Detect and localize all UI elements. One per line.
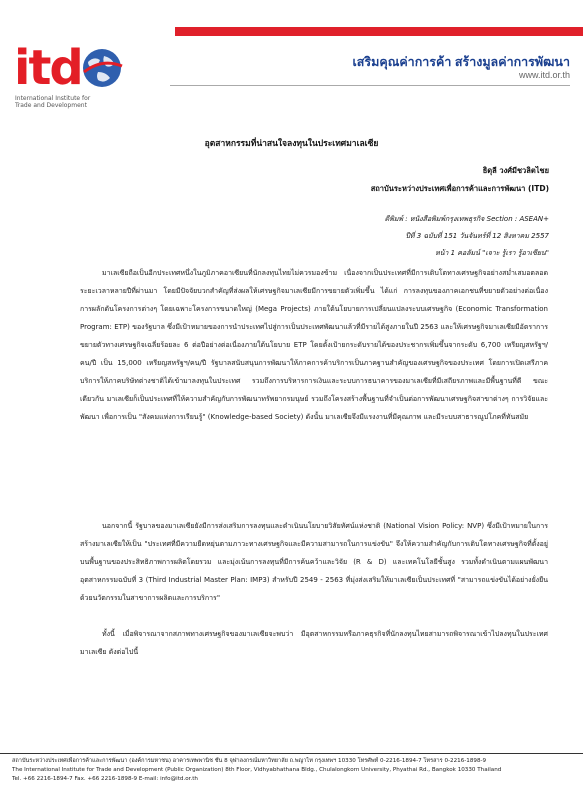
logo-wordmark: itd <box>14 40 82 96</box>
itd-logo <box>14 40 139 120</box>
logo-subtitle <box>15 95 125 109</box>
body-paragraph-1: มาเลเซียถือเป็นอีกประเทศหนึ่งในภูมิภาคอาเซียนที่นักลงทุนไทยไม่ควรมองข้าม เนื่องจากเป็นประเทศที่มีการเติบโตทางเศรษฐกิจอย่างสม่ำเสมอตลอดระยะเวลาหลายปีที่ผ่านมา โดยมีปัจจัยบวกสำคัญที่ส่งผลให้เศรษฐกิจมาเลเซียมีการขยายตัวเพิ่มขึ้น ได้แก่ การลงทุนของภาคเอกชนที่ขยายตัวอย่างต่อเนื่อง การผลักดันโครงการต่างๆ โดยเฉพาะโครงการขนาดใหญ่ (Mega Projects) ภายใต้นโยบายการเปลี่ยนแปลงระบบเศรษฐกิจ (Economic Transformation Program: ETP) ของรัฐบาล ซึ่งมีเป้าหมายของการนำประเทศไปสู่การเป็นประเทศพัฒนาแล้วที่มีรายได้สูงภายในปี 2563 และให้เศรษฐกิจมาเลเซียมีอัตราการขยายตัวทางเศรษฐกิจเฉลี่ยร้อยละ 6 ต่อปีอย่างต่อเนื่องภายใต้นโยบาย ETP โดยตั้งเป้ายกระดับรายได้ของประชากรเพิ่มขึ้นจากระดับ 6,700 เหรียญสหรัฐฯ/คน/ปี เป็น 15,000 เหรียญสหรัฐฯ/คน/ปี รัฐบาลสนับสนุนการพัฒนาให้ภาคการค้าบริการเป็นภาคฐานสำคัญของเศรษฐกิจของประเทศ โดยการเปิดเสรีภาคบริการให้ภาคบริษัทต่างชาติได้เข้ามาลงทุนในประเทศ รวมถึงการบริหารการเงินและระบบการธนาคารของมาเลเซียที่มีเสถียรภาพและมีพื้นฐานที่ดี ขณะเดียวกัน มาเลเซียก็เป็นประเทศที่ให้ความสำคัญกับการพัฒนาทรัพยากรมนุษย์ รวมถึงโครงสร้างพื้นฐานที่จำเป็นต่อการพัฒนาเศรษฐกิจสาขาต่างๆ การวิจัยและพัฒนา เพื่อการเป็น "สังคมแห่งการเรียนรู้" (Knowledge-based Society) ดังนั้น มาเลเซียจึงมีแรงงานที่มีคุณภาพ และมีระบบสาธารณูปโภคที่ทันสมัย <box>80 269 548 421</box>
website-link[interactable]: www.itd.or.th <box>518 70 570 80</box>
body-paragraph-2: นอกจากนี้ รัฐบาลของมาเลเซียยังมีการส่งเสริมการลงทุนและดำเนินนโยบายวิสัยทัศน์แห่งชาติ (National Vision Policy: NVP) ซึ่งมีเป้าหมายในการสร้างมาเลเซียให้เป็น "ประเทศที่มีความยืดหยุ่นตามภาวะทางเศรษฐกิจและมีความสามารถในการแข่งขัน" จึงให้ความสำคัญกับการเติบโตทางเศรษฐกิจที่ตั้งอยู่บนพื้นฐานของประสิทธิภาพการผลิตโดยรวม และมุ่งเน้นการลงทุนที่มีการค้นคว้าและวิจัย (R & D) และเทคโนโลยีชั้นสูง รวมทั้งดำเนินตามแผนพัฒนาอุตสาหกรรมฉบับที่ 3 (Third Industrial Master Plan: IMP3) สำหรับปี 2549 - 2563 ที่มุ่งส่งเสริมให้มาเลเซียเป็นประเทศที่ "สามารถแข่งขันได้อย่างยั่งยืนด้วยนวัตกรรมในสาขาการผลิตและการบริการ" <box>80 522 548 602</box>
header-accent-bar <box>175 27 583 36</box>
globe-icon <box>80 46 124 90</box>
body-paragraph-3: ทั้งนี้ เมื่อพิจารณาจากสภาพทางเศรษฐกิจของมาเลเซียจะพบว่า มีอุตสาหกรรมหรือภาคธุรกิจที่นักลงทุนไทยสามารถพิจารณาเข้าไปลงทุนในประเทศมาเลเซีย ดังต่อไปนี้ <box>80 630 548 656</box>
document-title: อุตสาหกรรมที่น่าสนใจลงทุนในประเทศมาเลเซีย <box>204 139 379 149</box>
publication-column: หน้า 1 คอลัมน์ "เจาะ รู้เรา รู้อาเซียน" <box>435 249 549 257</box>
footer-contact: Tel. +66 2216-1894-7 Fax. +66 2216-1898-9 E-mail: info@itd.or.th <box>12 776 198 782</box>
footer-line-english: The International Institute for Trade and Development (Public Organization) 8th Floor, Vidhyabhathana Bldg., Chulalongkorn University, Phyathai Rd., Bangkok 10330 Thailand <box>12 767 502 773</box>
footer <box>12 757 578 784</box>
logo-subtitle-line1: International Institute for <box>15 95 91 102</box>
author-name: ธิดุลี วงศ์มีชวลิตไชย <box>482 166 549 175</box>
header-divider <box>170 85 570 86</box>
header-slogan: เสริมคุณค่าการค้า สร้างมูลค่าการพัฒนา <box>352 55 570 69</box>
author-organization: สถาบันระหว่างประเทศเพื่อการค้าและการพัฒนา (ITD) <box>370 184 549 193</box>
logo-subtitle-line2: Trade and Development <box>15 102 87 109</box>
footer-divider <box>0 753 583 754</box>
publication-date: ปีที่ 3 ฉบับที่ 151 วันจันทร์ที่ 12 สิงหาคม 2557 <box>405 232 549 240</box>
publication-source: ตีพิมพ์ : หนังสือพิมพ์กรุงเทพธุรกิจ Section : ASEAN+ <box>384 215 549 223</box>
footer-line-thai: สถาบันระหว่างประเทศเพื่อการค้าและการพัฒนา (องค์การมหาชน) อาคารเทพพานิช ชั้น 8 จุฬาลงกรณ์มหาวิทยาลัย ถ.พญาไท กรุงเทพฯ 10330 โทรศัพท์ 0-2216-1894-7 โทรสาร 0-2216-1898-9 <box>12 758 487 764</box>
